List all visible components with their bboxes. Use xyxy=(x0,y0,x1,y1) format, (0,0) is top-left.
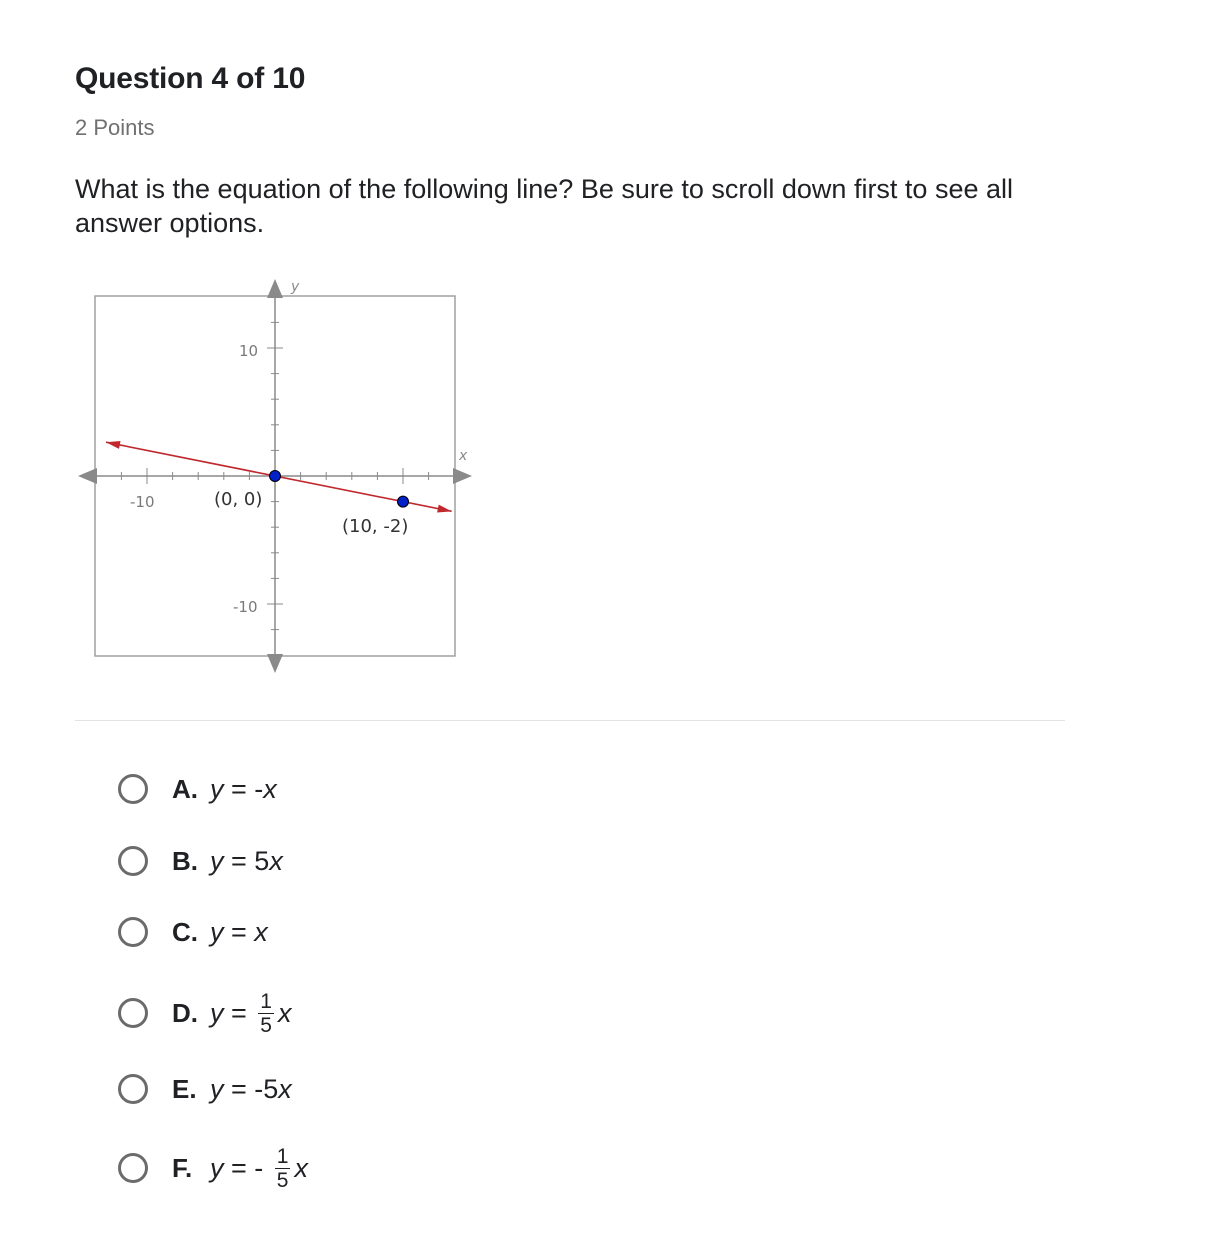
option-letter: C. xyxy=(172,916,198,947)
point2-label: (10, -2) xyxy=(342,516,409,537)
option-equation xyxy=(210,917,268,948)
eq-var: x xyxy=(294,1152,308,1183)
eq-var: x xyxy=(263,773,277,804)
point-10-neg2 xyxy=(398,496,409,507)
option-letter: D. xyxy=(172,997,198,1028)
option-letter: E. xyxy=(172,1073,197,1104)
eq-sign: = xyxy=(223,916,255,947)
eq-lhs: y xyxy=(210,845,224,876)
radio-button[interactable] xyxy=(118,846,148,876)
eq-coef: 5 xyxy=(254,845,270,876)
option-equation xyxy=(210,846,283,877)
x-tick-label-neg10: -10 xyxy=(130,493,155,511)
option-equation xyxy=(210,1146,308,1191)
eq-sign: = xyxy=(223,997,255,1028)
question-text: What is the equation of the following line? Be sure to scroll down first to see all answer options. xyxy=(75,174,1013,238)
divider xyxy=(75,720,1065,721)
question-points: 2 Points xyxy=(75,115,155,140)
option-a[interactable] xyxy=(118,769,818,809)
x-axis-arrow-left xyxy=(78,468,97,484)
fraction xyxy=(275,1146,291,1191)
eq-lhs: y xyxy=(210,916,224,947)
option-b[interactable] xyxy=(118,841,818,881)
eq-var: x xyxy=(277,997,292,1028)
eq-lhs: y xyxy=(210,1152,224,1183)
option-e[interactable] xyxy=(118,1069,818,1109)
answer-options xyxy=(118,755,818,1193)
eq-lhs: y xyxy=(210,1073,224,1104)
question-title: Question 4 of 10 xyxy=(75,62,306,95)
option-f[interactable] xyxy=(118,1143,818,1193)
eq-var: x xyxy=(269,845,283,876)
eq-lhs: y xyxy=(210,773,224,804)
eq-sign: = xyxy=(223,773,255,804)
point1-label: (0, 0) xyxy=(214,489,263,510)
option-d[interactable] xyxy=(118,988,818,1038)
fraction-denominator: 5 xyxy=(276,1168,289,1192)
option-letter: A. xyxy=(172,773,198,804)
eq-var: x xyxy=(278,1073,292,1104)
fraction xyxy=(258,991,274,1036)
eq-coef: - xyxy=(254,773,264,804)
option-equation xyxy=(210,774,277,805)
eq-lhs: y xyxy=(210,997,224,1028)
radio-button[interactable] xyxy=(118,917,148,947)
eq-sign: = xyxy=(223,845,255,876)
point-origin xyxy=(270,471,281,482)
option-letter: F. xyxy=(172,1152,193,1183)
y-axis-label: y xyxy=(291,279,300,295)
option-equation xyxy=(210,1074,292,1105)
y-axis-arrow-bottom xyxy=(267,654,283,673)
option-equation xyxy=(210,991,291,1036)
eq-sign: = xyxy=(223,1073,255,1104)
line-arrow-left xyxy=(106,441,121,449)
y-axis-arrow-top xyxy=(267,279,283,298)
x-axis-label: x xyxy=(459,448,468,464)
line-graph xyxy=(75,272,495,692)
radio-button[interactable] xyxy=(118,998,148,1028)
radio-button[interactable] xyxy=(118,1074,148,1104)
eq-sign: = - xyxy=(223,1152,271,1183)
eq-coef: -5 xyxy=(254,1073,279,1104)
fraction-numerator: 1 xyxy=(260,989,272,1013)
line-arrow-right xyxy=(437,505,452,513)
option-c[interactable] xyxy=(118,912,818,952)
option-letter: B. xyxy=(172,845,198,876)
fraction-denominator: 5 xyxy=(260,1013,272,1037)
y-tick-label-neg10: -10 xyxy=(233,598,258,616)
radio-button[interactable] xyxy=(118,774,148,804)
fraction-numerator: 1 xyxy=(276,1144,289,1168)
x-axis-arrow-right xyxy=(453,468,472,484)
radio-button[interactable] xyxy=(118,1153,148,1183)
y-tick-label-10: 10 xyxy=(239,342,259,360)
eq-var: x xyxy=(254,916,268,947)
